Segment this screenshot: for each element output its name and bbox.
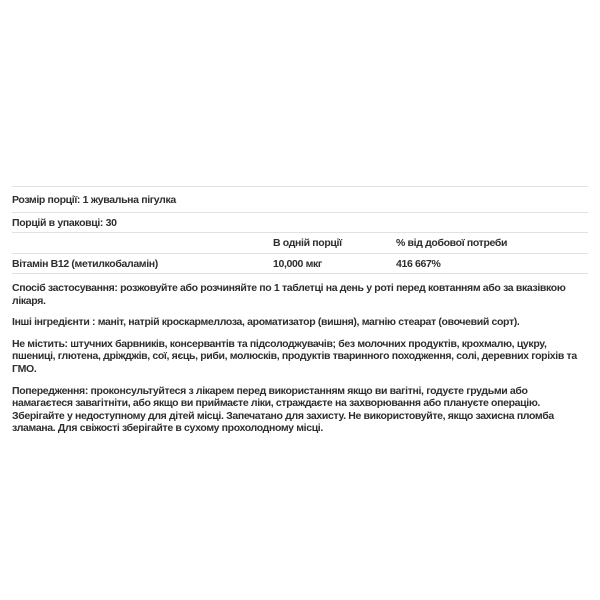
free-of-text: Не містить: штучних барвників, консервантів та підсолоджувачів; без молочних продуктів, крохмалю, цукру, пшениці, глютена, дріжджів, сої, яєць, риби, молюсків, продуктів тваринного походження, солі, деревних горіхів та ГМО. [12,337,577,375]
servings-per-container-text: Порцій в упаковці: 30 [12,216,117,229]
column-header-amount: В одній порції [273,237,342,249]
directions-text: Спосіб застосування: розжовуйте або розчиняйте по 1 таблетці на день у роті перед ковтанням або за вказівкою лікаря. [12,282,566,307]
column-header-daily-value: % від добової потреби [396,237,508,249]
details-section [12,274,588,435]
table-row [12,253,588,274]
other-ingredients-text: Інші інгредієнти : маніт, натрій кроскармеллоза, ароматизатор (вишня), магнію стеарат (овочевий сорт). [12,316,520,329]
table-header-row [12,232,588,253]
supplement-facts-panel [12,186,588,444]
nutrient-name: Вітамін В12 (метилкобаламін) [12,257,158,270]
warnings-text: Попередження: проконсультуйтеся з лікарем перед використанням якщо ви вагітні, годуєте грудьми або намагаєтеся завагітніти, або якщо ви приймаєте ліки, страждаєте на захворювання або плануєте операцію. Зберігайте у недоступному для дітей місці. Запечатано для захисту. Не використовуйте, якщо захисна пломба зламана. Для свіжості зберігайте в сухому прохолодному місці. [12,384,554,435]
serving-size-text: Розмір порції: 1 жувальна пігулка [12,193,176,206]
servings-per-container-row [12,212,588,232]
serving-size-row [12,186,588,212]
supplement-facts-table [12,186,588,274]
nutrient-amount: 10,000 мкг [273,257,322,270]
nutrient-daily-value: 416 667% [396,257,441,270]
